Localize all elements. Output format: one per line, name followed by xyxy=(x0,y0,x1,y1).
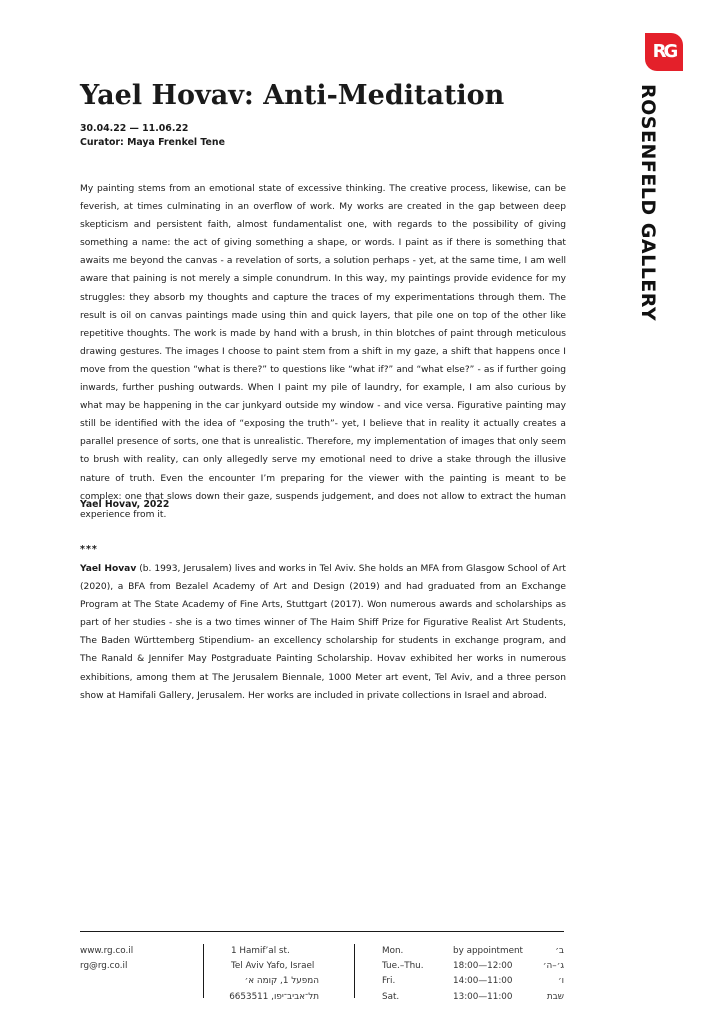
email-link[interactable]: rg@rg.co.il xyxy=(80,961,128,972)
gallery-wordmark: ROSENFELD GALLERY xyxy=(637,84,659,322)
hours-row xyxy=(382,990,564,1005)
logo-mark-text: RG xyxy=(652,41,676,62)
artist-name: Yael Hovav xyxy=(80,564,137,574)
page-title: Yael Hovav: Anti-Meditation xyxy=(80,80,505,111)
exhibition-dates: 30.04.22 — 11.06.22 xyxy=(80,123,189,134)
footer-address xyxy=(231,944,319,1005)
hours-day: Tue.–Thu. xyxy=(382,961,424,972)
hours-time: 14:00—11:00 xyxy=(453,976,513,987)
hours-time: 18:00—12:00 xyxy=(453,961,513,972)
address-line: 1 Hamif’al st. xyxy=(231,946,290,956)
hours-row xyxy=(382,944,564,959)
curator-line: Curator: Maya Frenkel Tene xyxy=(80,137,225,148)
section-separator: *** xyxy=(80,544,98,555)
footer-column-divider xyxy=(203,944,204,998)
hours-row xyxy=(382,974,564,989)
address-line: Tel Aviv Yafo, Israel xyxy=(231,961,315,972)
hours-time: by appointment xyxy=(453,946,524,956)
statement-signature: Yael Hovav, 2022 xyxy=(80,499,170,510)
hours-day: Fri. xyxy=(382,976,396,987)
hours-day-hebrew: ג׳–ה׳ xyxy=(542,961,564,972)
hours-day: Sat. xyxy=(382,991,400,1002)
hours-day-hebrew: ב׳ xyxy=(555,946,564,956)
artist-statement: My painting stems from an emotional state of excessive thinking. The creative process, likewise, can be feverish, at times culminating in an overflow of work. My works are created in the gap between deep skepticism and persistent faith, almost fundamentalist one, with regards to the possibility of giving something a name: the act of giving something a shape, or words. I paint as if there is something that awaits me beyond the canvas - a revelation of sorts, a solution perhaps - yet, at the same time, I am well aware that paining is not merely a simple conundrum. In this way, my paintings provide evidence for my struggles: they absorb my thoughts and capture the traces of my experimentations through them. The result is oil on canvas paintings made using thin and quick layers, that pile one on top of the other like repetitive thoughts. The work is made by hand with a brush, in thin blotches of paint through meticulous drawing gestures. The images I choose to paint stem from a shift in my gaze, a shift that happens once I move from the question “what is there?” to questions like “what if?” and “what else?” - as if further going inwards, further pushing outwards. When I paint my pile of laundry, for example, I am also curious by what may be happening in the car junkyard outside my window - and vice versa. Figurative painting may still be identified with the idea of “exposing the truth”- yet, I believe that in reality it actually creates a parallel presence of sorts, one that is unrealistic. Therefore, my implementation of images that only seem to brush with reality, can only allegedly serve my emotional need to drive a stake through the illusive nature of truth. Even the encounter I’m preparing for the viewer with the painting is meant to be complex: one that slows down their gaze, suspends judgement, and does not allow to extract the human experience from it. xyxy=(80,184,566,520)
exhibition-meta xyxy=(80,122,225,150)
hours-row xyxy=(382,959,564,974)
hours-day-hebrew: שבת xyxy=(546,991,564,1002)
footer-column-divider xyxy=(354,944,355,998)
opening-hours xyxy=(382,944,564,1005)
address-line-hebrew: המפעל 1, קומה א׳ xyxy=(244,976,319,987)
artist-bio xyxy=(80,560,566,705)
website-link[interactable]: www.rg.co.il xyxy=(80,946,134,956)
artist-bio-text: (b. 1993, Jerusalem) lives and works in Tel Aviv. She holds an MFA from Glasgow School of Art (2020), a BFA from Bezalel Academy of Art and Design (2019) and had graduated from an Exchange Program at The State Academy of Fine Arts, Stuttgart (2017). Won numerous awards and scholarships as part of her studies - she is a two times winner of The Haim Shiff Prize for Figurative Realist Art Students, The Baden Württemberg Stipendium- an excellency scholarship for students in exchange program, and The Ranald & Jennifer May Postgraduate Painting Scholarship. Hovav exhibited her works in numerous exhibitions, among them at The Jerusalem Biennale, 1000 Meter art event, Tel Aviv, and a three person show at Hamifali Gallery, Jerusalem. Her works are included in private collections in Israel and abroad. xyxy=(80,564,567,701)
hours-day-hebrew: ו׳ xyxy=(557,976,564,987)
address-line-hebrew: תל־אביב־יפו, 6653511 xyxy=(229,991,319,1002)
footer-divider xyxy=(80,931,564,932)
hours-time: 13:00—11:00 xyxy=(453,991,513,1002)
gallery-logo-mark xyxy=(645,33,683,71)
hours-day: Mon. xyxy=(382,946,404,956)
footer-contact xyxy=(80,944,133,974)
